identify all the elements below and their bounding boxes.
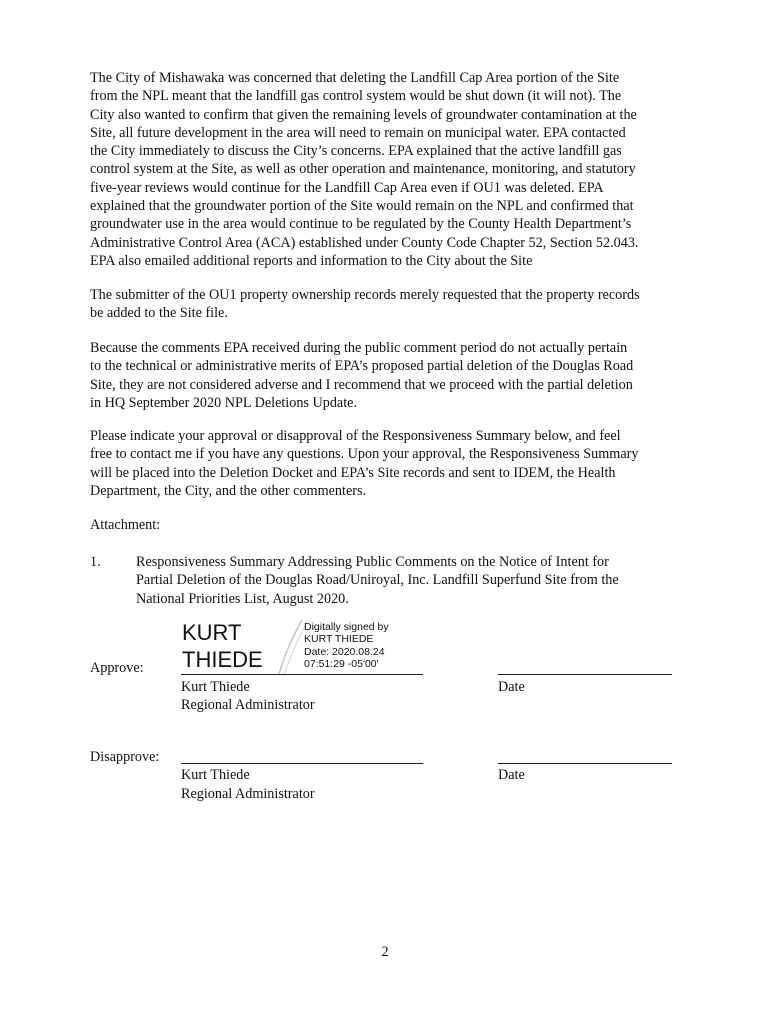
signature-detail-line: Date: 2020.08.24 [304, 646, 385, 658]
approve-signature-line [181, 674, 423, 675]
text-line: groundwater use in the area would continue to be regulated by the County Health Department’s [90, 216, 632, 233]
disapprove-signer-title: Regional Administrator [181, 786, 315, 802]
page-number: 2 [381, 944, 389, 960]
paragraph-approval-request [90, 427, 690, 500]
text-line: The City of Mishawaka was concerned that deleting the Landfill Cap Area portion of the Site [90, 70, 620, 86]
paragraph-city-concerns [90, 69, 690, 270]
text-line: Department, the City, and the other commenters. [90, 482, 367, 499]
paragraph-property-records [90, 286, 690, 323]
text-line: control system at the Site, as well as other operation and maintenance, monitoring, and statutory [90, 161, 636, 178]
text-line: the City immediately to discuss the City’s concerns. EPA explained that the active landfill gas [90, 143, 622, 160]
text-line: Site, they are not considered adverse and I recommend that we proceed with the partial deletion [90, 376, 633, 393]
disapprove-date-line [498, 763, 672, 764]
disapprove-signer-name: Kurt Thiede [181, 767, 250, 783]
signature-detail-line: Digitally signed by [304, 621, 389, 633]
text-line: be added to the Site file. [90, 305, 228, 322]
approve-date-label: Date [498, 679, 525, 695]
disapprove-date-label: Date [498, 767, 525, 783]
approve-signer-title: Regional Administrator [181, 697, 315, 713]
signature-name-first: KURT [182, 620, 242, 645]
attachment-heading: Attachment: [90, 517, 161, 533]
approve-label: Approve: [90, 660, 144, 676]
text-line: explained that the groundwater portion of the Site would remain on the NPL and confirmed that [90, 198, 634, 215]
signature-detail-line: 07:51:29 -05'00' [304, 658, 379, 670]
disapprove-label: Disapprove: [90, 749, 160, 765]
attachment-item-text [136, 553, 676, 608]
text-line: Site, all future development in the area will need to remain on municipal water. EPA contacted [90, 124, 626, 141]
text-line: will be placed into the Deletion Docket and EPA’s Site records and sent to IDEM, the Health [90, 464, 616, 481]
signature-name-last: THIEDE [182, 647, 263, 672]
approve-date-line [498, 674, 672, 675]
text-line: National Priorities List, August 2020. [136, 590, 349, 607]
text-line: Because the comments EPA received during the public comment period do not actually pertain [90, 340, 628, 356]
text-line: five-year reviews would continue for the Landfill Cap Area even if OU1 was deleted. EPA [90, 179, 604, 196]
text-line: from the NPL meant that the landfill gas control system would be shut down (it will not). The [90, 88, 622, 105]
text-line: City also wanted to confirm that given the remaining levels of groundwater contamination at the [90, 106, 637, 123]
text-line: Partial Deletion of the Douglas Road/Uniroyal, Inc. Landfill Superfund Site from the [136, 572, 619, 589]
text-line: in HQ September 2020 NPL Deletions Update. [90, 394, 358, 411]
text-line: The submitter of the OU1 property ownership records merely requested that the property records [90, 287, 640, 303]
text-line: free to contact me if you have any questions. Upon your approval, the Responsiveness Summary [90, 446, 639, 463]
text-line: Responsiveness Summary Addressing Public Comments on the Notice of Intent for [136, 554, 609, 570]
text-line: Please indicate your approval or disapproval of the Responsiveness Summary below, and feel [90, 428, 621, 444]
paragraph-recommendation [90, 339, 690, 412]
disapprove-signature-line [181, 763, 423, 764]
approve-signer-name: Kurt Thiede [181, 679, 250, 695]
text-line: Administrative Control Area (ACA) established under County Code Chapter 52, Section 52.043. [90, 234, 639, 251]
attachment-item-number: 1. [90, 554, 101, 570]
text-line: to the technical or administrative merits of EPA’s proposed partial deletion of the Douglas Road [90, 358, 634, 375]
signature-detail-line: KURT THIEDE [304, 633, 374, 645]
text-line: EPA also emailed additional reports and information to the City about the Site [90, 252, 533, 269]
